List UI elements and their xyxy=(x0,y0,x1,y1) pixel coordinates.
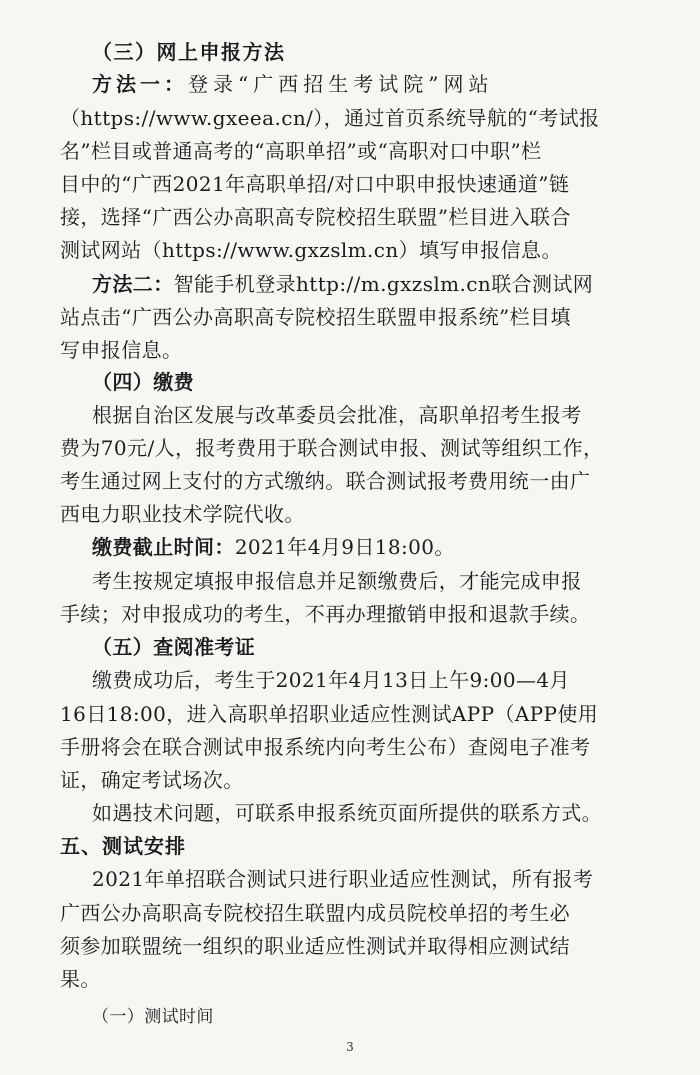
test-line-1: 2021年单招联合测试只进行职业适应性测试，所有报考 xyxy=(92,867,594,891)
payment-deadline xyxy=(92,533,455,561)
test-line-3: 须参加联盟统一组织的职业适应性测试并取得相应测试结 xyxy=(60,934,570,958)
after-payment-line-1: 考生按规定填报申报信息并足额缴费后，才能完成申报 xyxy=(92,569,582,593)
method-one-text: 登录“广西招生考试院”网站 xyxy=(188,72,494,96)
admission-line-1: 缴费成功后，考生于2021年4月13日上午9:00—4月 xyxy=(92,668,570,692)
page-number: 3 xyxy=(346,1040,354,1054)
subsection-heading-test-time: （一）测试时间 xyxy=(92,1007,214,1027)
method-one-line-3: 名”栏目或普通高考的“高职单招”或“高职对口中职”栏 xyxy=(60,139,542,163)
test-line-2: 广西公办高职高专院校招生联盟内成员院校单招的考生必 xyxy=(60,901,570,925)
tech-support-line: 如遇技术问题，可联系申报系统页面所提供的联系方式。 xyxy=(92,801,602,825)
method-one-label: 方法一： xyxy=(92,72,188,96)
method-two-text: 智能手机登录http://m.gxzslm.cn联合测试网 xyxy=(173,272,594,296)
fee-line-3: 考生通过网上支付的方式缴纳。联合测试报考费用统一由广 xyxy=(60,469,591,493)
method-two-line-3: 写申报信息。 xyxy=(60,338,183,362)
section-heading-admission-ticket: （五）查阅准考证 xyxy=(92,635,256,659)
fee-line-2: 费为70元/人，报考费用于联合测试申报、测试等组织工作， xyxy=(60,436,604,460)
section-heading-online-application: （三）网上申报方法 xyxy=(92,40,286,64)
admission-line-4: 证，确定考试场次。 xyxy=(60,768,244,792)
section-heading-test-arrangement: 五、测试安排 xyxy=(60,834,186,858)
deadline-value: 2021年4月9日18:00。 xyxy=(234,535,455,559)
method-one-line-2: （https://www.gxeea.cn/），通过首页系统导航的“考试报 xyxy=(60,106,600,130)
method-one-line-4: 目中的“广西2021年高职单招/对口中职申报快速通道”链 xyxy=(60,172,570,196)
method-two-label: 方法二： xyxy=(92,272,174,296)
method-one-line-6: 测试网站（https://www.gxzslm.cn）填写申报信息。 xyxy=(60,238,562,262)
admission-line-3: 手册将会在联合测试申报系统内向考生公布）查阅电子准考 xyxy=(60,735,591,759)
deadline-label: 缴费截止时间： xyxy=(92,535,235,559)
admission-line-2: 16日18:00，进入高职单招职业适应性测试APP（APP使用 xyxy=(60,702,599,726)
method-two-line-2: 站点击“广西公办高职高专院校招生联盟申报系统”栏目填 xyxy=(60,305,571,329)
method-one-line-1 xyxy=(92,70,632,98)
test-line-4: 果。 xyxy=(60,967,101,991)
method-two-line-1 xyxy=(92,270,593,298)
section-heading-payment: （四）缴费 xyxy=(92,370,194,394)
after-payment-line-2: 手续；对申报成功的考生，不再办理撤销申报和退款手续。 xyxy=(60,602,591,626)
fee-line-1: 根据自治区发展与改革委员会批准，高职单招考生报考 xyxy=(92,403,582,427)
fee-line-4: 西电力职业技术学院代收。 xyxy=(60,502,305,526)
method-one-line-5: 接，选择“广西公办高职高专院校招生联盟”栏目进入联合 xyxy=(60,205,571,229)
